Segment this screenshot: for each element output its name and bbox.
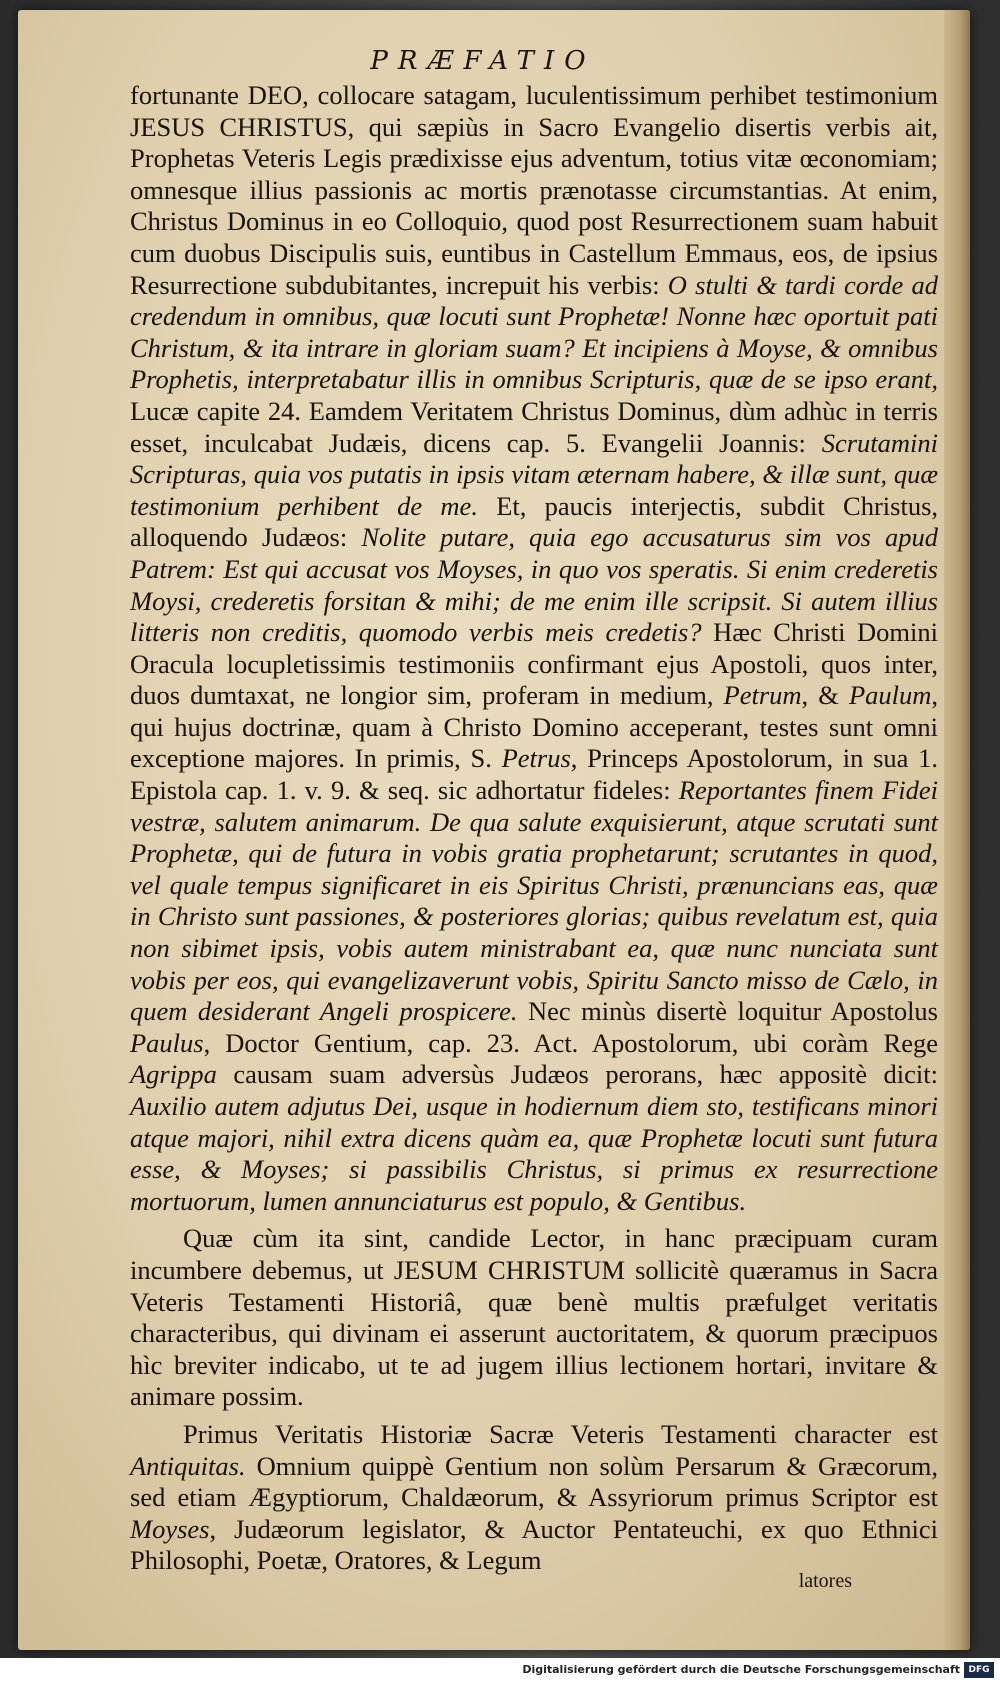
italic-quotation: O stulti & tardi corde ad credendum in omnibus, quæ locuti sunt Prophetæ! Nonne hæc oportuit pati Christum, & ita intrare in gloriam suam? Et incipiens à Moyse, & omnibus Prophetis, interpretabatur illis in omnibus Scripturis, quæ de se ipso erant, <box>130 269 938 395</box>
text-run: Omnium quippè Gentium non solùm Persarum & Græcorum, sed etiam Ægyptiorum, Chaldæorum, & Assyriorum primus Scriptor est <box>130 1450 938 1513</box>
paragraph <box>130 80 938 1217</box>
text-run: , Judæorum legislator, & Auctor Pentateuchi, ex quo Ethnici Philosophi, Poetæ, Oratores, & Legum <box>130 1513 938 1576</box>
body-text <box>130 80 938 1577</box>
italic-quotation: Paulum <box>848 680 932 711</box>
text-run: , Princeps Apostolorum, in sua 1. Epistola cap. 1. v. 9. & seq. sic adhortatur fideles: <box>130 743 938 806</box>
italic-quotation: Auxilio autem adjutus Dei, usque in hodiernum diem sto, testificans minori atque majori, nihil extra dicens quàm ea, quæ Prophetæ locuti sunt futura esse, & Moyses; si passibilis Christus, si primus ex resurrectione mortuorum, lumen annunciaturus est populo, & Gentibus. <box>130 1091 938 1216</box>
text-run: Hæc Christi Domini Oracula locupletissimis testimoniis confirmant ejus Apostoli, quos inter, duos dumtaxat, ne longior sim, proferam in medium, <box>130 617 938 711</box>
dfg-logo: DFG <box>964 1662 994 1678</box>
book-page <box>18 10 970 1650</box>
paragraph <box>130 1223 938 1413</box>
italic-quotation: Agrippa <box>130 1059 217 1090</box>
italic-quotation: Petrus <box>501 743 571 774</box>
catchword: latores <box>798 1570 852 1592</box>
digitization-footer <box>0 1658 1000 1683</box>
italic-quotation: Paulus <box>130 1027 204 1058</box>
text-run: , & <box>801 680 849 711</box>
italic-quotation: Petrum <box>723 680 802 711</box>
italic-quotation: Nolite putare, quia ego accusaturus sim vos apud Patrem: Est qui accusat vos Moyses, in quo vos speratis. Si enim crederetis Moysi, crederetis forsitan & mihi; de me enim ille scripsit. Si autem illius litteris non creditis, quomodo verbis meis credetis? <box>130 522 938 648</box>
text-run: , qui hujus doctrinæ, quam à Christo Domino acceperant, testes sunt omni exceptione majores. In primis, S. <box>130 680 938 774</box>
italic-quotation: Moyses <box>130 1513 210 1544</box>
running-head: PRÆFATIO <box>370 46 596 76</box>
text-run: causam suam adversùs Judæos perorans, hæc appositè dicit: <box>216 1059 938 1090</box>
text-run: Et, paucis interjectis, subdit Christus, alloquendo Judæos: <box>130 490 939 553</box>
text-run: Lucæ capite 24. Eamdem Veritatem Christus Dominus, dùm adhùc in terris esset, inculcabat Judæis, dicens cap. 5. Evangelii Joannis: <box>130 395 938 458</box>
text-run: Primus Veritatis Historiæ Sacræ Veteris Testamenti character est <box>183 1418 938 1449</box>
italic-quotation: Reportantes finem Fidei vestræ, salutem animarum. De qua salute exquisierunt, atque scrutati sunt Prophetæ, qui de futura in vobis gratia prophetarunt; scrutantes in quod, vel quale tempus significaret in eis Spiritus Christi, prænuncians eas, quæ in Christo sunt passiones, & posteriores glorias; quibus revelatum est, quia non sibimet ipsis, vobis autem ministrabant ea, quæ nunc nunciata sunt vobis per eos, qui evangelizaverunt vobis, Spiritu Sancto misso de Cælo, in quem desiderant Angeli prospicere. <box>130 775 938 1027</box>
text-run: Nec minùs disertè loquitur Apostolus <box>517 996 938 1027</box>
italic-quotation: Antiquitas. <box>130 1450 246 1481</box>
funding-credit: Digitalisierung gefördert durch die Deutsche Forschungsgemeinschaft <box>522 1663 960 1676</box>
text-run: fortunante DEO, collocare satagam, luculentissimum perhibet testimonium JESUS CHRISTUS, qui sæpiùs in Sacro Evangelio disertis verbis ait, Prophetas Veteris Legis prædixisse ejus adventum, totius vitæ œconomiam; omnesque illius passionis ac mortis prænotasse circumstantias. At enim, Christus Dominus in eo Colloquio, quod post Resurrectionem suam habuit cum duobus Discipulis suis, euntibus in Castellum Emmaus, eos, de ipsius Resurrectione subdubitantes, increpuit his verbis: <box>130 80 938 300</box>
text-run: Quæ cùm ita sint, candide Lector, in hanc præcipuam curam incumbere debemus, ut JESUM CHRISTUM sollicitè quæramus in Sacra Veteris Testamenti Historiâ, quæ benè multis præfulget veritatis characteribus, qui divinam ei asserunt auctoritatem, & quorum præcipuos hìc breviter indicabo, ut te ad jugem illius lectionem hortari, invitare & animare possim. <box>130 1223 938 1412</box>
page-edge-shadow <box>944 10 970 1650</box>
text-run: , Doctor Gentium, cap. 23. Act. Apostolorum, ubi coràm Rege <box>203 1027 938 1058</box>
italic-quotation: Scrutamini Scripturas, quia vos putatis in ipsis vitam æternam habere, & illæ sunt, quæ testimonium perhibent de me. <box>130 427 938 521</box>
paragraph <box>130 1419 938 1577</box>
